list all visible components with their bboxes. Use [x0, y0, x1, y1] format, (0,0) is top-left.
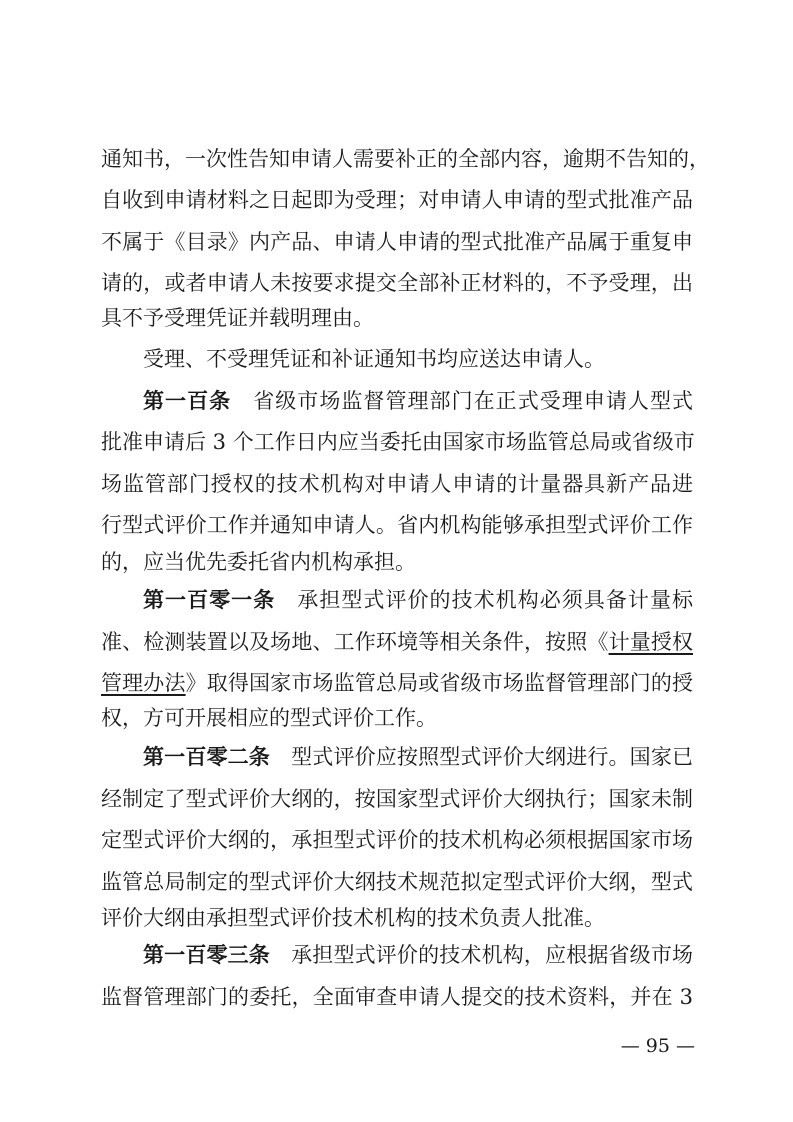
link-metrology-authorization-cont[interactable]: 管理办法	[101, 671, 186, 695]
page-number: — 95 —	[620, 1035, 695, 1057]
article-text: 省级市场监督管理部门在正式受理申请人型式	[252, 389, 694, 413]
text-line: 场监管部门授权的技术机构对申请人申请的计量器具新产品进	[101, 472, 693, 496]
article-101-first-line	[143, 583, 693, 617]
text-line: 自收到申请材料之日起即为受理；对申请人申请的型式批准产品	[101, 188, 693, 212]
text-line: 请的，或者申请人未按要求提交全部补正材料的，不予受理，出	[101, 271, 693, 295]
text-line: 评价大纲由承担型式评价技术机构的技术负责人批准。	[101, 906, 605, 930]
article-heading: 第一百零一条	[143, 588, 276, 612]
article-text: 型式评价应按照型式评价大纲进行。国家已	[290, 745, 694, 769]
text-line-with-link	[101, 625, 693, 659]
text-line: 具不予受理凭证并载明理由。	[101, 306, 374, 330]
link-metrology-authorization[interactable]: 计量授权	[608, 630, 694, 654]
text-line: 批准申请后 3 个工作日内应当委托由国家市场监管总局或省级市	[101, 430, 695, 454]
text-line: 受理、不受理凭证和补证通知书均应送达申请人。	[143, 347, 605, 371]
text-line: 经制定了型式评价大纲的，按国家型式评价大纲执行；国家未制	[101, 787, 693, 811]
text-line: 监督管理部门的委托，全面审查申请人提交的技术资料，并在 3	[101, 985, 693, 1009]
article-text: 承担型式评价的技术机构，应根据省级市场	[290, 943, 694, 967]
text-segment: 》取得国家市场监管总局或省级市场监督管理部门的授	[185, 671, 693, 695]
text-line-with-link	[101, 666, 693, 700]
text-line: 监管总局制定的型式评价大纲技术规范拟定型式评价大纲，型式	[101, 870, 693, 894]
text-line: 行型式评价工作并通知申请人。省内机构能够承担型式评价工作	[101, 513, 693, 537]
text-line: 通知书，一次性告知申请人需要补正的全部内容，逾期不告知的，	[101, 147, 710, 171]
text-segment: 准、检测装置以及场地、工作环境等相关条件，按照《	[101, 630, 609, 654]
article-103-first-line	[143, 938, 693, 972]
article-100-first-line	[143, 384, 693, 418]
article-heading: 第一百零三条	[143, 943, 270, 967]
text-line: 定型式评价大纲的，承担型式评价的技术机构必须根据国家市场	[101, 828, 693, 852]
article-heading: 第一百零二条	[143, 745, 270, 769]
text-line: 不属于《目录》内产品、申请人申请的型式批准产品属于重复申	[101, 230, 693, 254]
article-text: 承担型式评价的技术机构必须具备计量标	[296, 588, 693, 612]
article-heading: 第一百条	[143, 389, 232, 413]
article-102-first-line	[143, 740, 693, 774]
text-line: 权，方可开展相应的型式评价工作。	[101, 706, 437, 730]
text-line: 的，应当优先委托省内机构承担。	[101, 550, 416, 574]
